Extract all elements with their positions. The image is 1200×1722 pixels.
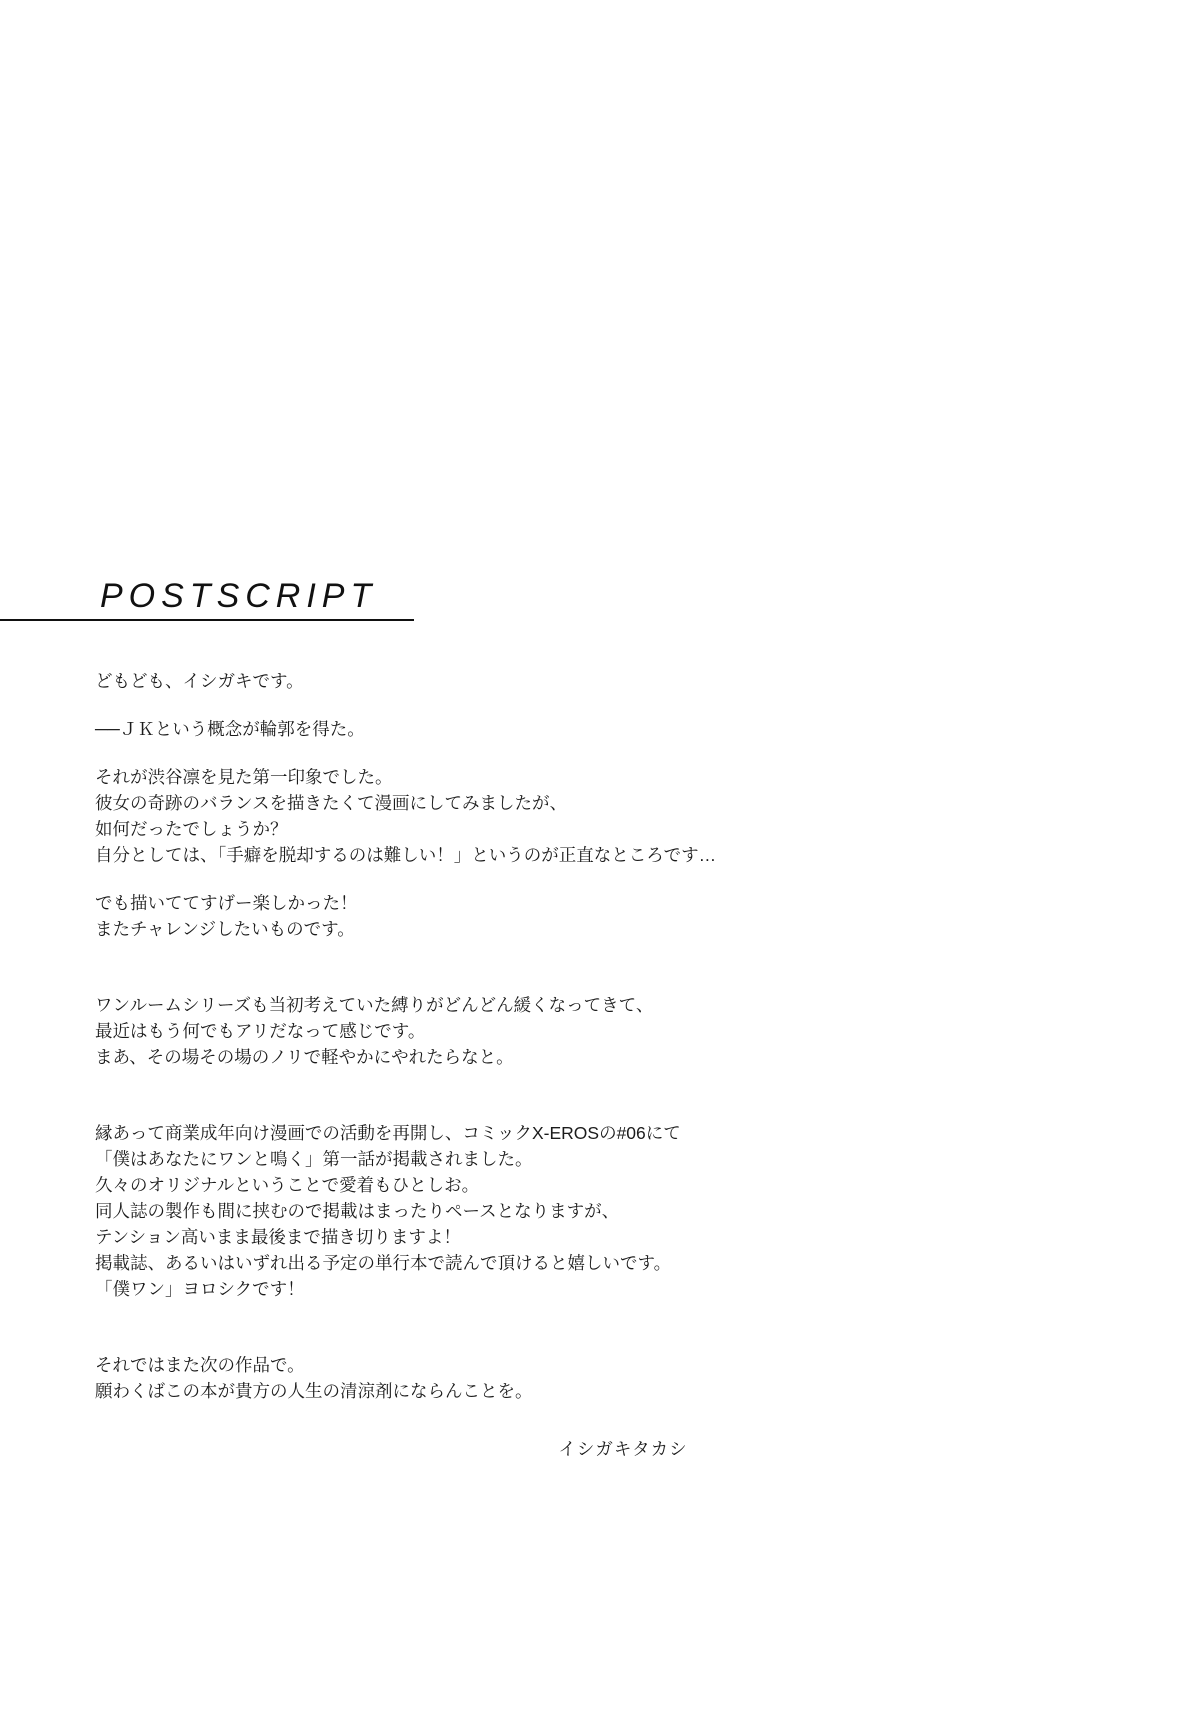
text-line: でも描いててすげー楽しかった！ <box>95 893 358 913</box>
postscript-heading-block <box>0 578 440 621</box>
text-line: 自分としては、「手癖を脱却するのは難しい！」というのが正直なところです… <box>95 845 717 865</box>
text-line: 縁あって商業成年向け漫画での活動を再開し、コミックX-EROSの#06にて <box>95 1123 681 1143</box>
page-title: POSTSCRIPT <box>100 577 378 615</box>
text-line: まあ、その場その場のノリで軽やかにやれたらなと。 <box>95 1047 514 1067</box>
paragraph-oneroom <box>95 992 995 1070</box>
text-line: ──ＪＫという概念が輪郭を得た。 <box>95 719 365 739</box>
text-line: ワンルームシリーズも当初考えていた縛りがどんどん緩くなってきて、 <box>95 995 654 1015</box>
paragraph-greeting <box>95 668 995 694</box>
text-line: それではまた次の作品で。 <box>95 1355 305 1375</box>
heading-divider <box>0 619 414 621</box>
text-line: 掲載誌、あるいはいずれ出る予定の単行本で読んで頂けると嬉しいです。 <box>95 1253 672 1273</box>
text-line: それが渋谷凛を見た第一印象でした。 <box>95 767 393 787</box>
text-line: 如何だったでしょうか？ <box>95 819 288 839</box>
text-line: 最近はもう何でもアリだなって感じです。 <box>95 1021 426 1041</box>
text-line: 「僕はあなたにワンと鳴く」第一話が掲載されました。 <box>95 1149 533 1169</box>
author-signature: イシガキタカシ <box>558 1439 688 1459</box>
paragraph-impression <box>95 764 995 868</box>
postscript-body <box>95 668 995 1426</box>
text-line: 願わくばこの本が貴方の人生の清涼剤にならんことを。 <box>95 1381 533 1401</box>
paragraph-spacer <box>95 1324 995 1352</box>
paragraph-closing <box>95 1352 995 1404</box>
paragraph-spacer <box>95 964 995 992</box>
text-line: 久々のオリジナルということで愛着もひとしお。 <box>95 1175 480 1195</box>
paragraph-fun <box>95 890 995 942</box>
text-line: 彼女の奇跡のバランスを描きたくて漫画にしてみましたが、 <box>95 793 567 813</box>
text-line: 「僕ワン」ヨロシクです！ <box>95 1279 305 1299</box>
text-line: テンション高いまま最後まで描き切りますよ！ <box>95 1227 461 1247</box>
paragraph-concept <box>95 716 995 742</box>
text-line: 同人誌の製作も間に挟むので掲載はまったりペースとなりますが、 <box>95 1201 620 1221</box>
text-line: どもども、イシガキです。 <box>95 671 304 691</box>
text-line: またチャレンジしたいものです。 <box>95 919 355 939</box>
paragraph-commercial <box>95 1120 995 1302</box>
paragraph-spacer <box>95 1092 995 1120</box>
